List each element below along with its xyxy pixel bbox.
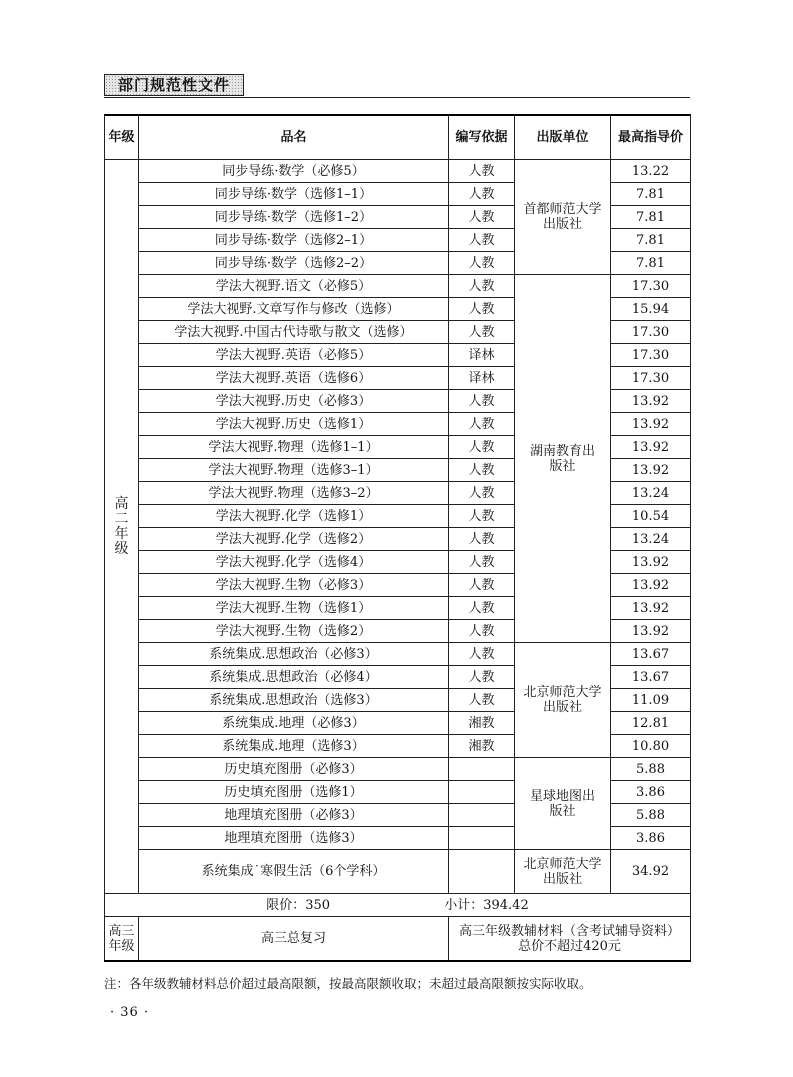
item-basis: 人教 [449,482,515,505]
item-basis [449,781,515,804]
price-table [104,114,691,962]
item-price: 10.80 [611,735,691,758]
item-basis [449,804,515,827]
item-basis: 人教 [449,574,515,597]
item-price: 7.81 [611,183,691,206]
item-basis: 人教 [449,689,515,712]
item-price: 17.30 [611,344,691,367]
item-price: 17.30 [611,367,691,390]
publisher-cell: 首都师范大学出版社 [515,160,611,275]
item-price: 10.54 [611,505,691,528]
item-name: 学法大视野.英语（选修6） [139,367,449,390]
item-name: 学法大视野.英语（必修5） [139,344,449,367]
item-basis: 人教 [449,321,515,344]
grade-header: 年级 [105,115,139,160]
item-name: 学法大视野.化学（选修4） [139,551,449,574]
publisher-cell: 星球地图出版社 [515,758,611,850]
item-name: 系统集成˙寒假生活（6个学科） [139,850,449,894]
table-row [105,160,691,183]
item-price: 13.92 [611,574,691,597]
item-name: 同步导练·数学（必修5） [139,160,449,183]
item-name: 学法大视野.历史（选修1） [139,413,449,436]
item-price: 13.92 [611,620,691,643]
item-name: 系统集成.思想政治（必修3） [139,643,449,666]
item-name: 学法大视野.化学（选修1） [139,505,449,528]
item-name: 学法大视野.文章写作与修改（选修） [139,298,449,321]
item-price: 13.24 [611,528,691,551]
item-basis: 译林 [449,367,515,390]
item-basis: 人教 [449,459,515,482]
item-price: 13.92 [611,459,691,482]
item-name: 学法大视野.物理（选修3–2） [139,482,449,505]
item-price: 7.81 [611,252,691,275]
item-price: 7.81 [611,229,691,252]
summary-row [105,894,691,917]
name-header: 品名 [139,115,449,160]
item-basis [449,850,515,894]
item-price: 11.09 [611,689,691,712]
senior-three-note: 高三年级教辅材料（含考试辅导资料） 总价不超过420元 [449,917,691,962]
item-price: 13.67 [611,666,691,689]
item-name: 学法大视野.化学（选修2） [139,528,449,551]
item-name: 学法大视野.物理（选修1–1） [139,436,449,459]
item-basis: 人教 [449,390,515,413]
item-name: 学法大视野.中国古代诗歌与散文（选修） [139,321,449,344]
item-price: 13.92 [611,436,691,459]
item-basis [449,758,515,781]
publisher-cell: 北京师范大学出版社 [515,643,611,758]
basis-header: 编写依据 [449,115,515,160]
item-basis: 人教 [449,183,515,206]
item-price: 15.94 [611,298,691,321]
item-name: 地理填充图册（必修3） [139,804,449,827]
item-price: 13.22 [611,160,691,183]
item-price: 34.92 [611,850,691,894]
item-price: 5.88 [611,758,691,781]
item-price: 13.92 [611,390,691,413]
item-basis [449,827,515,850]
item-name: 同步导练·数学（选修1–1） [139,183,449,206]
item-name: 地理填充图册（选修3） [139,827,449,850]
item-name: 系统集成.地理（必修3） [139,712,449,735]
item-price: 13.92 [611,413,691,436]
summary-cell [105,894,691,917]
item-basis: 人教 [449,505,515,528]
item-basis: 人教 [449,436,515,459]
item-price: 17.30 [611,275,691,298]
publisher-header: 出版单位 [515,115,611,160]
page-number: · 36 · [110,1005,150,1020]
item-name: 同步导练·数学（选修1–2） [139,206,449,229]
item-basis: 人教 [449,275,515,298]
grade-cell: 高 二 年 级 [105,160,139,894]
item-basis: 人教 [449,413,515,436]
senior-three-row [105,917,691,962]
publisher-cell: 北京师范大学出版社 [515,850,611,894]
item-price: 13.92 [611,551,691,574]
item-price: 12.81 [611,712,691,735]
item-name: 高三总复习 [139,917,449,962]
table-row [105,758,691,781]
item-name: 系统集成.思想政治（必修4） [139,666,449,689]
item-basis: 湘教 [449,735,515,758]
item-price: 13.24 [611,482,691,505]
table-row [105,850,691,894]
item-name: 学法大视野.生物（必修3） [139,574,449,597]
section-tag: 部门规范性文件 [104,74,244,96]
item-basis: 湘教 [449,712,515,735]
price-limit: 限价：350 [266,897,331,913]
item-price: 13.92 [611,597,691,620]
item-name: 系统集成.思想政治（选修3） [139,689,449,712]
item-basis: 人教 [449,160,515,183]
item-price: 5.88 [611,804,691,827]
publisher-cell: 湖南教育出版社 [515,275,611,643]
item-name: 学法大视野.语文（必修5） [139,275,449,298]
item-basis: 译林 [449,344,515,367]
item-name: 系统集成.地理（选修3） [139,735,449,758]
grade-cell-senior-three: 高三 年级 [105,917,139,962]
item-price: 17.30 [611,321,691,344]
item-price: 3.86 [611,827,691,850]
item-basis: 人教 [449,252,515,275]
item-name: 学法大视野.历史（必修3） [139,390,449,413]
item-basis: 人教 [449,666,515,689]
item-basis: 人教 [449,298,515,321]
item-price: 3.86 [611,781,691,804]
footnote: 注：各年级教辅材料总价超过最高限额，按最高限额收取；未超过最高限额按实际收取。 [104,976,592,991]
header-rule [104,97,690,98]
price-header: 最高指导价 [611,115,691,160]
table-header-row [105,115,691,160]
item-basis: 人教 [449,620,515,643]
item-basis: 人教 [449,643,515,666]
item-price: 13.67 [611,643,691,666]
item-name: 学法大视野.物理（选修3–1） [139,459,449,482]
item-price: 7.81 [611,206,691,229]
item-basis: 人教 [449,551,515,574]
item-basis: 人教 [449,528,515,551]
item-name: 同步导练·数学（选修2–1） [139,229,449,252]
item-name: 同步导练·数学（选修2–2） [139,252,449,275]
table-row [105,275,691,298]
item-name: 学法大视野.生物（选修1） [139,597,449,620]
item-name: 历史填充图册（必修3） [139,758,449,781]
item-name: 历史填充图册（选修1） [139,781,449,804]
item-basis: 人教 [449,206,515,229]
table-row [105,643,691,666]
item-name: 学法大视野.生物（选修2） [139,620,449,643]
subtotal: 小计：394.42 [444,897,529,913]
item-basis: 人教 [449,229,515,252]
item-basis: 人教 [449,597,515,620]
